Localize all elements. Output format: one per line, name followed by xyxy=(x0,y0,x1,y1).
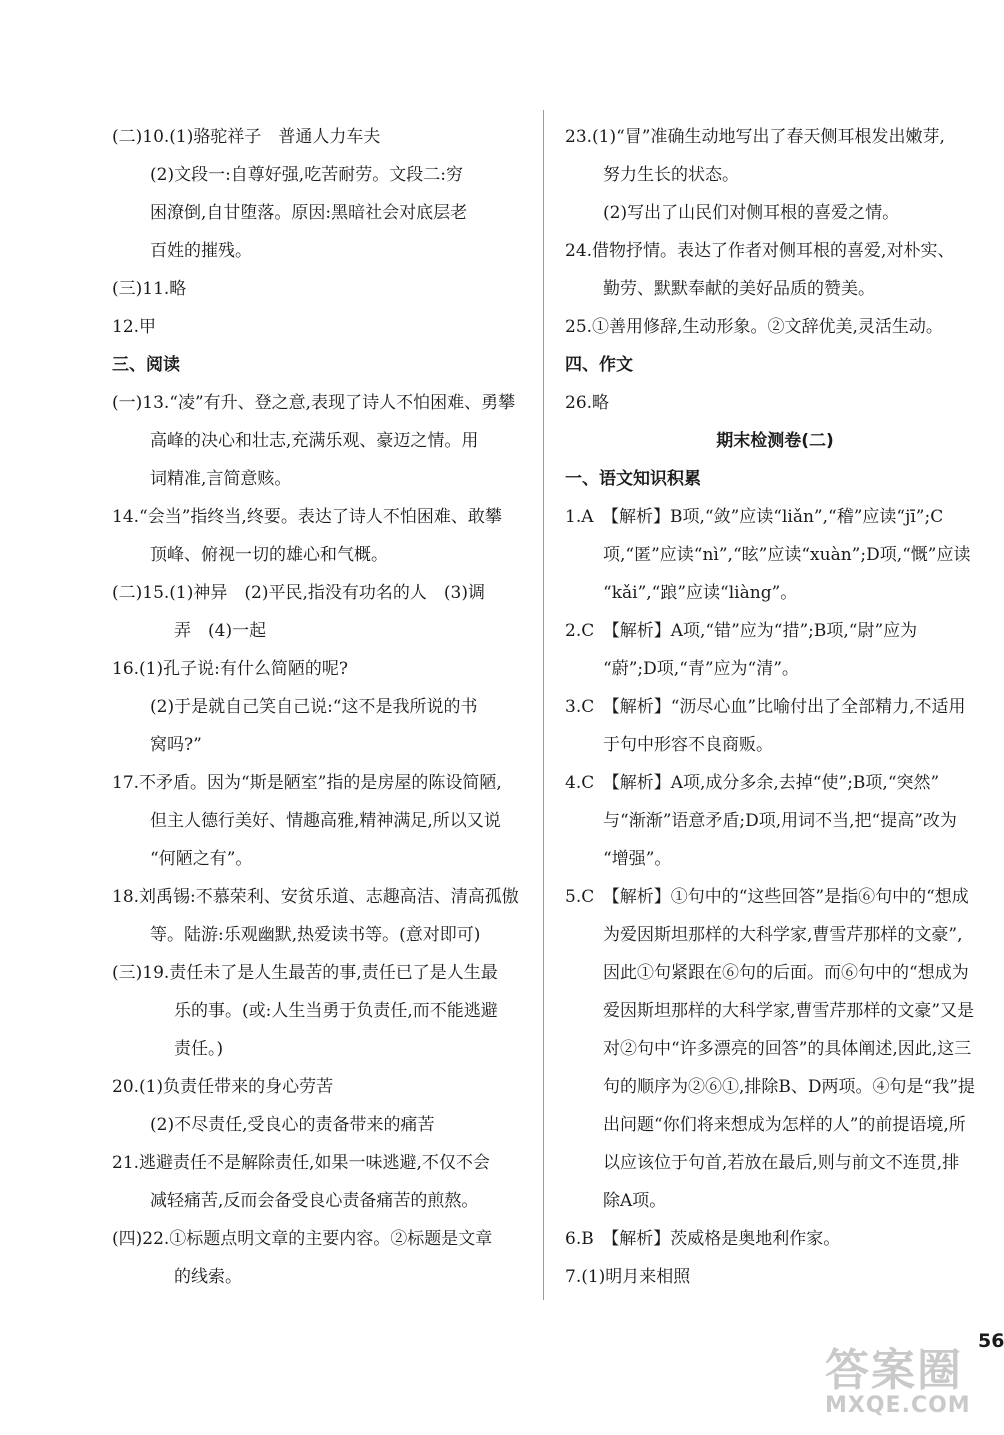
text-line: 高峰的决心和壮志,充满乐观、豪迈之情。用 xyxy=(150,431,479,451)
watermark-text: 答案圈 xyxy=(825,1345,963,1396)
text-line: 16.(1)孔子说:有什么简陋的呢? xyxy=(112,659,348,679)
text-line: “蔚”;D项,“青”应为“清”。 xyxy=(603,659,799,679)
text-line: 顶峰、俯视一切的雄心和气概。 xyxy=(150,545,388,565)
text-line: 爱因斯坦那样的大科学家,曹雪芹那样的文豪”又是 xyxy=(603,1001,975,1021)
text-line: (三)19.责任未了是人生最苦的事,责任已了是人生最 xyxy=(112,963,498,983)
text-line: 与“渐渐”语意矛盾;D项,用词不当,把“提高”改为 xyxy=(603,811,957,831)
section-heading: 四、作文 xyxy=(565,355,633,375)
text-line: 项,“匿”应读“nì”,“眩”应读“xuàn”;D项,“慨”应读 xyxy=(603,545,971,565)
text-line: 等。陆游:乐观幽默,热爱读书等。(意对即可) xyxy=(150,925,481,945)
text-line: 12.甲 xyxy=(112,317,157,337)
text-line: 2.C 【解析】A项,“错”应为“措”;B项,“尉”应为 xyxy=(565,621,918,641)
section-heading: 期末检测卷(二) xyxy=(716,431,834,451)
text-line: (四)22.①标题点明文章的主要内容。②标题是文章 xyxy=(112,1229,493,1249)
text-line: 20.(1)负责任带来的身心劳苦 xyxy=(112,1077,334,1097)
text-line: 弄 (4)一起 xyxy=(174,621,267,641)
column-divider xyxy=(543,110,544,1300)
text-line: (2)不尽责任,受良心的责备带来的痛苦 xyxy=(150,1115,435,1135)
page-number: 56 xyxy=(978,1330,1004,1352)
text-line: 因此①句紧跟在⑥句的后面。而⑥句中的“想成为 xyxy=(603,963,969,983)
text-line: 于句中形容不良商贩。 xyxy=(603,735,773,755)
text-line: 4.C 【解析】A项,成分多余,去掉“使”;B项,“突然” xyxy=(565,773,940,793)
text-line: 3.C 【解析】“沥尽心血”比喻付出了全部精力,不适用 xyxy=(565,697,966,717)
text-line: 5.C 【解析】①句中的“这些回答”是指⑥句中的“想成 xyxy=(565,887,969,907)
text-line: (2)文段一:自尊好强,吃苦耐劳。文段二:穷 xyxy=(150,165,463,185)
text-line: 25.①善用修辞,生动形象。②文辞优美,灵活生动。 xyxy=(565,317,943,337)
text-line: 除A项。 xyxy=(603,1191,667,1211)
text-line: 21.逃避责任不是解除责任,如果一味逃避,不仅不会 xyxy=(112,1153,490,1173)
watermark-url: MXQE.COM xyxy=(825,1393,971,1418)
text-line: 词精准,言简意赅。 xyxy=(150,469,292,489)
text-line: 对②句中“许多漂亮的回答”的具体阐述,因此,这三 xyxy=(603,1039,972,1059)
text-line: 24.借物抒情。表达了作者对侧耳根的喜爱,对朴实、 xyxy=(565,241,955,261)
text-line: 6.B 【解析】茨威格是奥地利作家。 xyxy=(565,1229,841,1249)
text-line: “kǎi”,“踉”应读“liàng”。 xyxy=(603,583,798,603)
text-line: 百姓的摧残。 xyxy=(150,241,252,261)
text-line: 但主人德行美好、情趣高雅,精神满足,所以又说 xyxy=(150,811,501,831)
text-line: 出问题“你们将来想成为怎样的人”的前提语境,所 xyxy=(603,1115,966,1135)
text-line: 26.略 xyxy=(565,393,610,413)
section-heading: 三、阅读 xyxy=(112,355,180,375)
text-line: 努力生长的状态。 xyxy=(603,165,739,185)
text-line: 责任。) xyxy=(174,1039,224,1059)
text-line: 勤劳、默默奉献的美好品质的赞美。 xyxy=(603,279,875,299)
text-line: (2)于是就自己笑自己说:“这不是我所说的书 xyxy=(150,697,478,717)
text-line: 7.(1)明月来相照 xyxy=(565,1267,691,1287)
text-line: (三)11.略 xyxy=(112,279,187,299)
right-column xyxy=(565,118,985,1296)
text-line: “何陋之有”。 xyxy=(150,849,253,869)
text-line: 乐的事。(或:人生当勇于负责任,而不能逃避 xyxy=(174,1001,498,1021)
text-line: 1.A 【解析】B项,“敛”应读“liǎn”,“稽”应读“jī”;C xyxy=(565,507,944,527)
text-line: (二)15.(1)神异 (2)平民,指没有功名的人 (3)调 xyxy=(112,583,485,603)
text-line: 句的顺序为②⑥①,排除B、D两项。④句是“我”提 xyxy=(603,1077,975,1097)
text-line: 为爱因斯坦那样的大科学家,曹雪芹那样的文豪”, xyxy=(603,925,963,945)
text-line: 17.不矛盾。因为“斯是陋室”指的是房屋的陈设简陋, xyxy=(112,773,502,793)
text-line: 18.刘禹锡:不慕荣利、安贫乐道、志趣高洁、清高孤傲 xyxy=(112,887,519,907)
text-line: (2)写出了山民们对侧耳根的喜爱之情。 xyxy=(603,203,900,223)
text-line: 23.(1)“冒”准确生动地写出了春天侧耳根发出嫩芽, xyxy=(565,127,945,147)
text-line: 窝吗?” xyxy=(150,735,202,755)
text-line: 14.“会当”指终当,终要。表达了诗人不怕困难、敢攀 xyxy=(112,507,502,527)
left-column xyxy=(112,118,530,1296)
watermark-logo xyxy=(825,1345,995,1428)
text-line: (一)13.“凌”有升、登之意,表现了诗人不怕困难、勇攀 xyxy=(112,393,516,413)
text-line: (二)10.(1)骆驼祥子 普通人力车夫 xyxy=(112,127,381,147)
text-line: 以应该位于句首,若放在最后,则与前文不连贯,排 xyxy=(603,1153,960,1173)
text-line: “增强”。 xyxy=(603,849,672,869)
text-line: 困潦倒,自甘堕落。原因:黑暗社会对底层老 xyxy=(150,203,468,223)
section-heading: 一、语文知识积累 xyxy=(565,469,701,489)
text-line: 减轻痛苦,反而会备受良心责备痛苦的煎熬。 xyxy=(150,1191,479,1211)
text-line: 的线索。 xyxy=(174,1267,242,1287)
